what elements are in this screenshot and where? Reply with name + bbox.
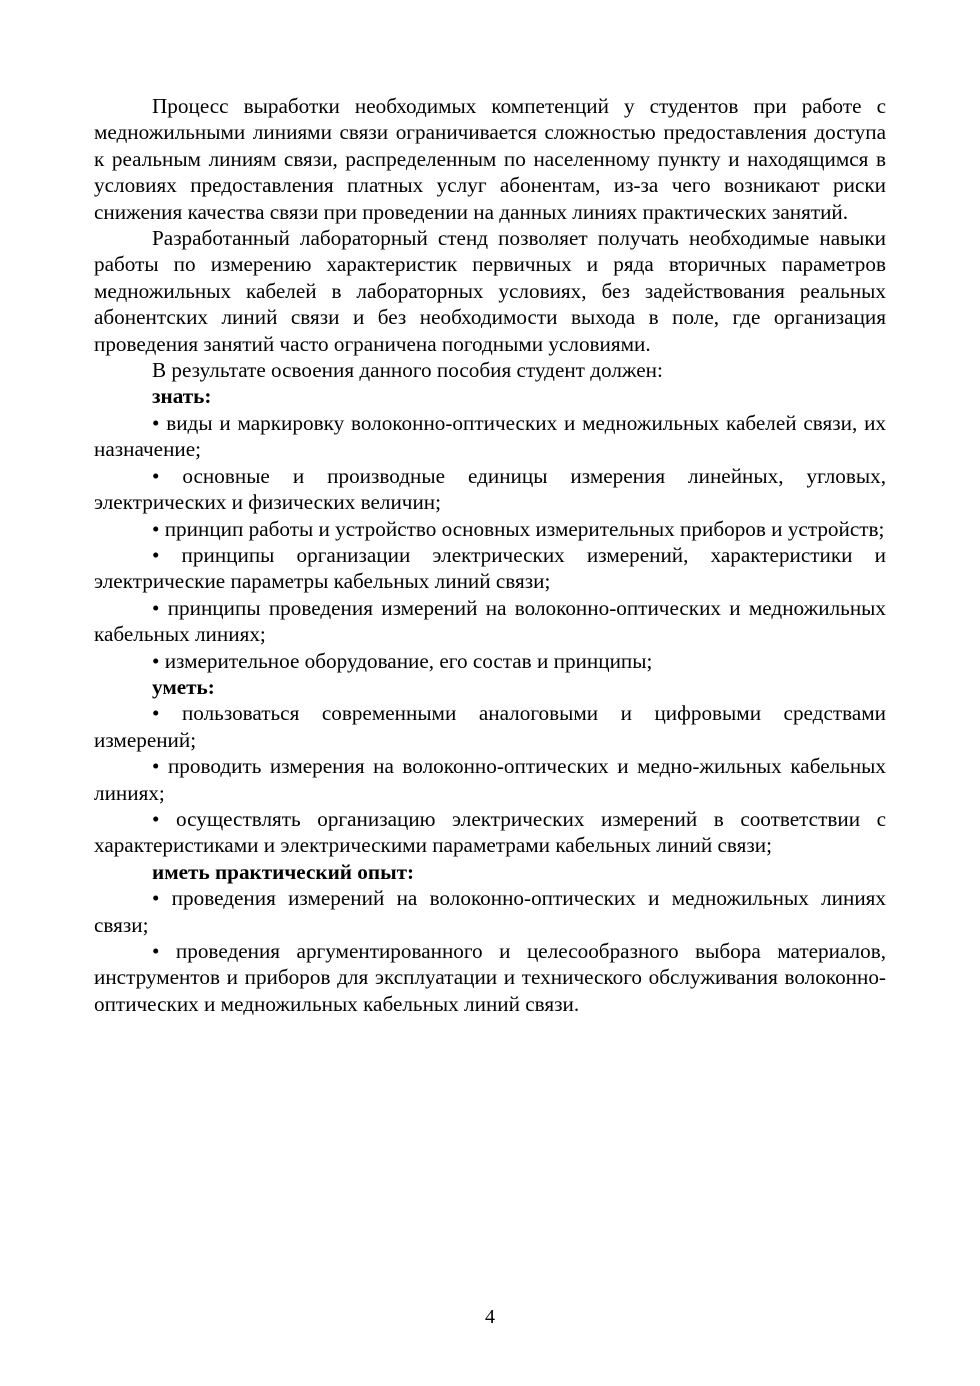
- know-heading: знать:: [152, 384, 212, 409]
- intro-paragraph-3: В результате освоения данного пособия студент должен:: [152, 358, 663, 383]
- know-item: • основные и производные единицы измерения линейных, угловых, электрических и физических величин;: [94, 463, 886, 515]
- know-item: • принципы организации электрических измерений, характеристики и электрические параметры кабельных линий связи;: [94, 542, 886, 594]
- know-item: • принципы проведения измерений на волоконно-оптических и медножильных кабельных линиях;: [94, 595, 886, 647]
- experience-heading: иметь практический опыт:: [152, 859, 415, 884]
- experience-item: • проведения измерений на волоконно-оптических и медножильных линиях связи;: [94, 886, 886, 937]
- skills-item: • осуществлять организацию электрических измерений в соответствии с характеристиками и электрическими параметрами кабельных линий связи;: [94, 806, 886, 858]
- document-body: [94, 93, 886, 1017]
- know-item: • принцип работы и устройство основных измерительных приборов и устройств;: [152, 516, 885, 541]
- skills-heading: уметь:: [152, 674, 215, 699]
- skills-item: • пользоваться современными аналоговыми и цифровыми средствами измерений;: [94, 701, 886, 752]
- know-item: • измерительное оборудование, его состав и принципы;: [152, 648, 653, 673]
- intro-paragraph-2: Разработанный лабораторный стенд позволяет получать необходимые навыки работы по измерению характеристик первичных и ряда вторичных параметров медножильных кабелей в лабораторных условиях, без задействования реальных абонентских линий связи и без необходимости выхода в поле, где организация проведения занятий часто ограничена погодными условиями.: [94, 226, 886, 356]
- intro-paragraph-1: Процесс выработки необходимых компетенций у студентов при работе с медножильными линиями связи ограничивается сложностью предоставления доступа к реальным линиям связи, распределенным по населенному пункту и находящимся в условиях предоставления платных услуг абонентам, из-за чего возникают риски снижения качества связи при проведении на данных линиях практических занятий.: [94, 94, 886, 224]
- know-item: • виды и маркировку волоконно-оптических и медножильных кабелей связи, их назначение;: [94, 410, 886, 462]
- experience-item: • проведения аргументированного и целесообразного выбора материалов, инструментов и приборов для эксплуатации и технического обслуживания волоконно-оптических и медножильных кабельных линий связи.: [94, 939, 886, 1016]
- skills-item: • проводить измерения на волоконно-оптических и медно-жильных кабельных линиях;: [94, 754, 886, 805]
- page-number: 4: [485, 1306, 495, 1328]
